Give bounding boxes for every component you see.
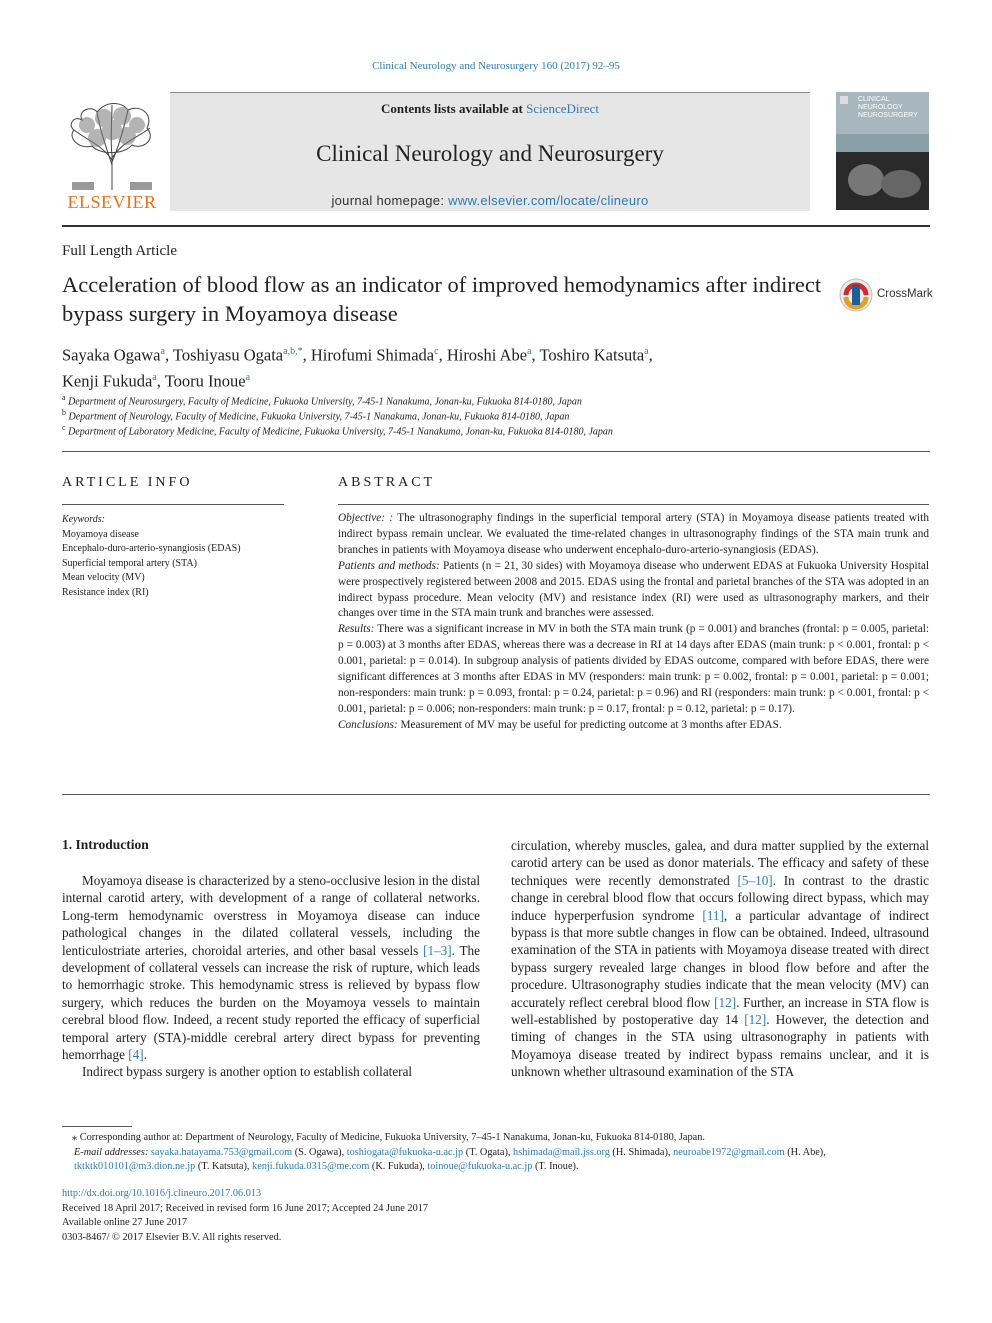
article-info-rule bbox=[62, 504, 284, 505]
corresponding-author-note: ⁎ Corresponding author at: Department of Neurology, Faculty of Medicine, Fukuoka University, 7–45-1 Nanakuma, Jonan-ku, Fukuoka 814-0180, Japan. bbox=[72, 1132, 705, 1143]
email-link[interactable]: toshiogata@fukuoka-u.ac.jp bbox=[346, 1146, 464, 1158]
publication-info bbox=[62, 1187, 930, 1245]
email-owner: (T. Inoue). bbox=[532, 1161, 579, 1172]
affiliation-a bbox=[62, 393, 582, 407]
author-separator: , bbox=[531, 345, 540, 365]
affiliation-text: Department of Neurology, Faculty of Medicine, Fukuoka University, 7-45-1 Nanakuma, Jonan-ku, Fukuoka 814-0180, Japan bbox=[68, 411, 570, 423]
footnote-block bbox=[62, 1131, 930, 1175]
affiliation-marker: b bbox=[62, 408, 66, 417]
intro-paragraph-2: Indirect bypass surgery is another option to establish collateral bbox=[82, 1064, 413, 1080]
affiliation-c bbox=[62, 423, 613, 437]
abstract-section-text: There was a significant increase in MV in both the STA main trunk (p = 0.001) and branches (frontal: p = 0.005, parietal: p = 0.003) at 3 months after EDAS, whereas there was a decrease in RI at 14 days after EDAS (main trunk: p < 0.001, frontal: p < 0.001, parietal: p = 0.014). In subgroup analysis of patients divided by EDAS outcome, compared with before EDAS, there were significant differences at 3 months after EDAS in MV (responders: main trunk: p = 0.002, frontal: p = 0.001, parietal: p = 0.001; non-responders: main trunk: p = 0.093, frontal: p = 0.24, parietal: p = 0.96) and RI (responders: main trunk: p < 0.001, frontal: p < 0.001, parietal: p = 0.006; non-responders: main trunk: p = 0.17, frontal: p = 0.12, parietal: p = 0.17). bbox=[338, 623, 929, 715]
footnote-rule bbox=[62, 1126, 132, 1127]
author-affiliation-marker[interactable]: c bbox=[434, 346, 439, 357]
email-owner: (T. Katsuta), bbox=[195, 1161, 253, 1172]
email-link[interactable]: kenji.fukuda.0315@me.com bbox=[252, 1161, 370, 1172]
abstract-rule bbox=[338, 504, 929, 505]
keyword-item: Resistance index (RI) bbox=[62, 586, 149, 598]
abstract-section bbox=[338, 559, 929, 623]
affiliation-divider bbox=[62, 451, 930, 452]
abstract-section-label: Conclusions: bbox=[338, 718, 398, 731]
cover-title-3: NEUROSURGERY bbox=[858, 112, 918, 119]
affiliation-marker: c bbox=[62, 423, 66, 432]
article-title: Acceleration of blood flow as an indicator of improved hemodynamics after indirect bypass surgery in Moyamoya disease bbox=[62, 272, 822, 326]
author-affiliation-marker[interactable]: a bbox=[152, 371, 157, 383]
email-owner: (T. Ogata), bbox=[463, 1146, 514, 1158]
email-link[interactable]: neuroabe1972@gmail.com bbox=[673, 1146, 785, 1158]
email-link[interactable]: toinoue@fukuoka-u.ac.jp bbox=[427, 1161, 533, 1172]
article-type: Full Length Article bbox=[62, 243, 177, 259]
email-link[interactable]: tktktk010101@m3.dion.ne.jp bbox=[74, 1161, 196, 1172]
author-name[interactable]: Tooru Inoue bbox=[164, 371, 246, 390]
author-affiliation-marker[interactable]: a bbox=[644, 346, 649, 357]
keyword-item: Moyamoya disease bbox=[62, 528, 139, 540]
keywords-heading: Keywords: bbox=[62, 514, 105, 525]
email-owner: (H. Abe), bbox=[784, 1146, 826, 1158]
intro-paragraph-2-cont: circulation, whereby muscles, galea, and dura matter supplied by the external carotid artery can be used as donor materials. The efficacy and safety of these techniques were recently demonstrated [5–10]. In contrast to the drastic change in cerebral blood flow that occurs following direct bypass, which may induce hyperperfusion syndrome [11], a particular advantage of indirect bypass is that more subtle changes in flow can be obtained. Indeed, ultrasound examination of the STA in patients with Moyamoya disease treated with direct bypass surgery revealed large changes in blood flow before and after the procedure. Ultrasonography studies indicate that the mean velocity (MV) can accurately reflect cerebral blood flow [12]. Further, an increase in STA flow is well-established by postoperative day 14 [12]. However, the detection and timing of changes in the STA using ultrasonography in patients with Moyamoya disease treated by indirect bypass remains unclear, and it is unknown whether ultrasound examination of the STA bbox=[511, 838, 929, 1080]
abstract-section-text: Measurement of MV may be useful for predicting outcome at 3 months after EDAS. bbox=[397, 718, 782, 731]
crossmark-icon bbox=[838, 277, 874, 313]
keywords-block bbox=[62, 513, 322, 600]
intro-paragraph-1: Moyamoya disease is characterized by a steno-occlusive lesion in the distal internal carotid artery, with development of a range of collateral networks. Long-term hemodynamic overstress in Moyamoya disease can induce pathological changes in the dilated collateral vessels, including the lenticulostriate arteries, choroidal arteries, and other basal vessels [1–3]. The development of collateral vessels can increase the risk of rupture, which leads to hemorrhagic stroke. This hemodynamic stress is relieved by bypass flow surgery, which reduces the burden on the Moyamoya vessels to maintain cerebral blood flow. Indeed, a recent study reported the efficacy of superficial temporal artery (STA)-middle cerebral artery direct bypass for preventing hemorrhage [4]. bbox=[62, 873, 480, 1063]
affiliation-text: Department of Laboratory Medicine, Faculty of Medicine, Fukuoka University, 7-45-1 Nanakuma, Jonan-ku, Fukuoka 814-0180, Japan bbox=[68, 426, 613, 438]
author-affiliation-marker[interactable]: a,b,* bbox=[283, 346, 303, 357]
author-affiliation-marker[interactable]: a bbox=[160, 346, 165, 357]
ref-link-11[interactable]: [11] bbox=[702, 907, 724, 923]
body-left-column bbox=[62, 872, 480, 1081]
author-name[interactable]: Sayaka Ogawa bbox=[62, 345, 161, 365]
email-owner: (K. Fukuda), bbox=[369, 1161, 428, 1172]
author-name[interactable]: Toshiyasu Ogata bbox=[172, 345, 284, 365]
doi-link[interactable]: http://dx.doi.org/10.1016/j.clineuro.2017.06.013 bbox=[62, 1188, 262, 1199]
author-separator: , bbox=[164, 345, 173, 365]
ref-link-1-3[interactable]: [1–3] bbox=[423, 942, 452, 958]
abstract-heading: ABSTRACT bbox=[338, 475, 436, 490]
article-info-heading: ARTICLE INFO bbox=[62, 475, 193, 490]
author-list bbox=[62, 341, 922, 392]
affiliation-marker: a bbox=[62, 393, 66, 402]
journal-citation[interactable]: Clinical Neurology and Neurosurgery 160 (2017) 92–95 bbox=[372, 60, 620, 72]
abstract-section-label: Patients and methods: bbox=[338, 559, 440, 572]
keyword-item: Encephalo-duro-arterio-synangiosis (EDAS) bbox=[62, 543, 241, 554]
journal-cover-image bbox=[836, 92, 929, 210]
email-addresses bbox=[62, 1146, 930, 1175]
ref-link-5-10[interactable]: [5–10] bbox=[737, 872, 773, 888]
ref-link-4[interactable]: [4] bbox=[128, 1047, 144, 1063]
copyright: 0303-8467/ © 2017 Elsevier B.V. All rights reserved. bbox=[62, 1231, 282, 1243]
keyword-item: Superficial temporal artery (STA) bbox=[62, 557, 197, 569]
author-separator: , bbox=[302, 345, 311, 365]
elsevier-wordmark: ELSEVIER bbox=[67, 192, 157, 212]
contents-line bbox=[170, 101, 810, 117]
email-label: E-mail addresses: bbox=[74, 1146, 149, 1158]
cover-title-2: NEUROLOGY bbox=[858, 104, 903, 111]
abstract-section bbox=[338, 718, 929, 734]
abstract-section-text: The ultrasonography findings in the superficial temporal artery (STA) in Moyamoya disease patients treated with indirect bypass remain unclear. We evaluated the time-related changes in ultrasonography findings of the STA main trunk and branches in patients with Moyamoya disease who underwent encephalo-duro-arterio-synangiosis (EDAS). bbox=[338, 512, 929, 556]
homepage-prefix: journal homepage: bbox=[331, 193, 445, 208]
author-name[interactable]: Hirofumi Shimada bbox=[310, 345, 435, 365]
section-heading-introduction: 1. Introduction bbox=[62, 837, 149, 852]
sciencedirect-link[interactable]: ScienceDirect bbox=[526, 101, 600, 116]
abstract-section-text: Patients (n = 21, 30 sides) with Moyamoya disease who underwent EDAS at Fukuoka University Hospital were prospectively registered between 2008 and 2015. EDAS using the frontal and parietal branches of the STA was adopted in an indirect bypass procedure. Mean velocity (MV) and resistance index (RI) were used as ultrasonography markers, and their changes over time in the STA main trunk and branches were assessed. bbox=[338, 559, 929, 620]
keyword-item: Mean velocity (MV) bbox=[62, 572, 145, 583]
author-name[interactable]: Hiroshi Abe bbox=[446, 345, 528, 365]
received-dates: Received 18 April 2017; Received in revised form 16 June 2017; Accepted 24 June 2017 bbox=[62, 1202, 429, 1214]
email-link[interactable]: sayaka.hatayama.753@gmail.com bbox=[150, 1146, 293, 1158]
abstract-section bbox=[338, 511, 929, 559]
author-name[interactable]: Kenji Fukuda bbox=[62, 371, 153, 390]
abstract-body bbox=[338, 511, 929, 734]
ref-link-12a[interactable]: [12] bbox=[714, 994, 737, 1010]
affiliation-text: Department of Neurosurgery, Faculty of Medicine, Fukuoka University, 7-45-1 Nanakuma, Jonan-ku, Fukuoka 814-0180, Japan bbox=[68, 396, 582, 408]
author-separator: , bbox=[648, 345, 653, 365]
affiliation-b bbox=[62, 408, 569, 422]
homepage-line bbox=[170, 193, 810, 208]
abstract-end-divider bbox=[62, 794, 930, 795]
email-link[interactable]: hshimada@mail.jss.org bbox=[513, 1146, 610, 1158]
available-online: Available online 27 June 2017 bbox=[62, 1217, 188, 1228]
homepage-link[interactable]: www.elsevier.com/locate/clineuro bbox=[448, 193, 649, 208]
ref-link-12b[interactable]: [12] bbox=[744, 1012, 767, 1028]
body-right-column bbox=[511, 837, 929, 1081]
author-name[interactable]: Toshiro Katsuta bbox=[539, 345, 645, 365]
author-separator: , bbox=[156, 371, 165, 390]
email-owner: (S. Ogawa), bbox=[292, 1146, 347, 1158]
email-owner: (H. Shimada), bbox=[609, 1146, 674, 1158]
header-divider bbox=[62, 225, 930, 227]
contents-prefix: Contents lists available at bbox=[380, 101, 523, 116]
abstract-section-label: Results: bbox=[338, 623, 375, 636]
cover-title-1: CLINICAL bbox=[858, 96, 890, 103]
author-affiliation-marker[interactable]: a bbox=[245, 371, 251, 383]
abstract-section-label: Objective: : bbox=[338, 512, 394, 524]
author-affiliation-marker[interactable]: a bbox=[527, 346, 532, 357]
crossmark-label: CrossMark bbox=[877, 288, 933, 300]
abstract-section bbox=[338, 622, 929, 717]
journal-name: Clinical Neurology and Neurosurgery bbox=[316, 141, 664, 166]
author-separator: , bbox=[438, 345, 447, 365]
journal-header-banner bbox=[170, 92, 810, 211]
